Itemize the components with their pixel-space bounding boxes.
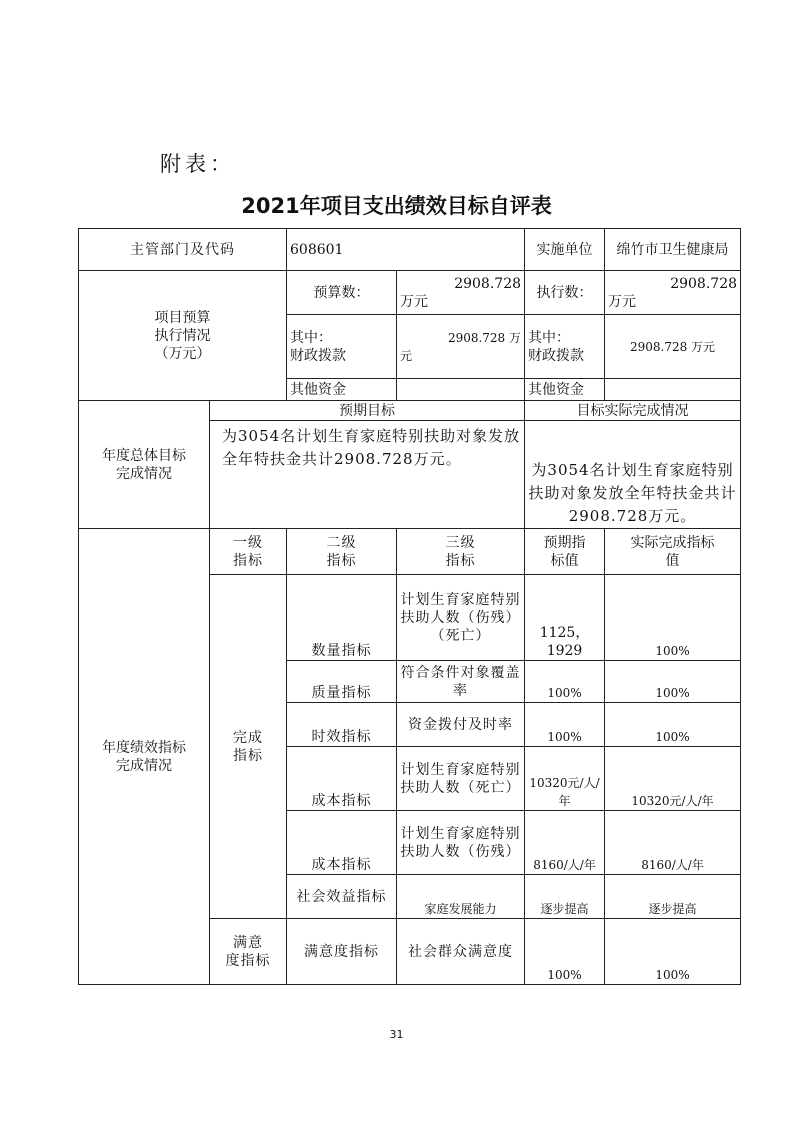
actual-goal-header: 目标实际完成情况	[525, 401, 741, 421]
expected-cell: 100%	[525, 703, 605, 747]
level2-cell: 时效指标	[287, 703, 397, 747]
other-label-2: 其他资金	[525, 379, 605, 401]
goal-label: 年度总体目标 完成情况	[79, 401, 210, 529]
goal-header-row	[79, 401, 741, 421]
other-value-1	[397, 379, 525, 401]
expected-cell: 10320元/人/年	[525, 747, 605, 811]
level3-cell: 计划生育家庭特别扶助人数（伤残）（死亡）	[397, 575, 525, 661]
expected-cell: 100%	[525, 919, 605, 985]
actual-goal-text: 为3054名计划生育家庭特别扶助对象发放全年特扶金共计2908.728万元。	[525, 421, 741, 529]
col-level3: 三级 指标	[397, 529, 525, 575]
plan-value-cell	[397, 271, 525, 315]
expected-cell: 100%	[525, 661, 605, 703]
impl-label: 实施单位	[525, 229, 605, 271]
plan-unit: 万元	[400, 293, 428, 310]
indicator-header-row	[79, 529, 741, 575]
col-level2: 二级 指标	[287, 529, 397, 575]
level2-cell: 成本指标	[287, 747, 397, 811]
expected-cell: 8160/人/年	[525, 811, 605, 875]
fiscal-label-2: 其中： 财政拨款	[525, 315, 605, 379]
budget-row-plan	[79, 271, 741, 315]
fiscal-label-1: 其中： 财政拨款	[287, 315, 397, 379]
plan-value: 2908.728	[454, 275, 522, 292]
impl-value: 绵竹市卫生健康局	[605, 229, 741, 271]
actual-cell: 100%	[605, 703, 741, 747]
level2-cell: 满意度指标	[287, 919, 397, 985]
actual-cell: 100%	[605, 575, 741, 661]
expected-goal-text: 为3054名计划生育家庭特别扶助对象发放全年特扶金共计2908.728万元。	[210, 421, 525, 529]
level2-cell: 成本指标	[287, 811, 397, 875]
page-title: 2021年项目支出绩效目标自评表	[241, 194, 552, 218]
level3-cell: 资金拨付及时率	[397, 703, 525, 747]
appendix-label: 附表：	[160, 152, 235, 176]
expected-cell: 逐步提高	[525, 875, 605, 919]
dept-label: 主管部门及代码	[79, 229, 287, 271]
actual-cell: 100%	[605, 919, 741, 985]
page-number: 31	[389, 1028, 404, 1041]
level2-cell: 数量指标	[287, 575, 397, 661]
group-satisfaction: 满意 度指标	[210, 919, 287, 985]
exec-unit: 万元	[608, 293, 637, 310]
budget-label: 项目预算 执行情况 （万元）	[79, 271, 287, 401]
level2-cell: 社会效益指标	[287, 875, 397, 919]
fiscal-value-1: 2908.728 万	[447, 330, 522, 345]
level3-cell: 家庭发展能力	[397, 875, 525, 919]
self-evaluation-table	[78, 228, 741, 985]
other-value-2	[605, 379, 741, 401]
actual-cell: 逐步提高	[605, 875, 741, 919]
col-level1: 一级 指标	[210, 529, 287, 575]
plan-label: 预算数：	[287, 271, 397, 315]
exec-value: 2908.728	[670, 275, 738, 292]
level3-cell: 计划生育家庭特别扶助人数（伤残）	[397, 811, 525, 875]
expected-cell: 1125，1929	[525, 575, 605, 661]
actual-cell: 8160/人/年	[605, 811, 741, 875]
fiscal-unit-1: 元	[400, 348, 413, 363]
level3-cell: 社会群众满意度	[397, 919, 525, 985]
dept-code: 608601	[287, 229, 525, 271]
group-completion: 完成 指标	[210, 575, 287, 919]
fiscal-value-cell-1	[397, 315, 525, 379]
col-actual: 实际完成指标 值	[605, 529, 741, 575]
level2-cell: 质量指标	[287, 661, 397, 703]
actual-cell: 100%	[605, 661, 741, 703]
exec-value-cell	[605, 271, 741, 315]
col-expected: 预期指 标值	[525, 529, 605, 575]
indicator-label: 年度绩效指标 完成情况	[79, 529, 210, 985]
dept-row	[79, 229, 741, 271]
other-label-1: 其他资金	[287, 379, 397, 401]
level3-cell: 符合条件对象覆盖率	[397, 661, 525, 703]
exec-label: 执行数：	[525, 271, 605, 315]
level3-cell: 计划生育家庭特别扶助人数（死亡）	[397, 747, 525, 811]
actual-cell: 10320元/人/年	[605, 747, 741, 811]
expected-goal-header: 预期目标	[210, 401, 525, 421]
fiscal-value-2: 2908.728 万元	[605, 315, 741, 379]
